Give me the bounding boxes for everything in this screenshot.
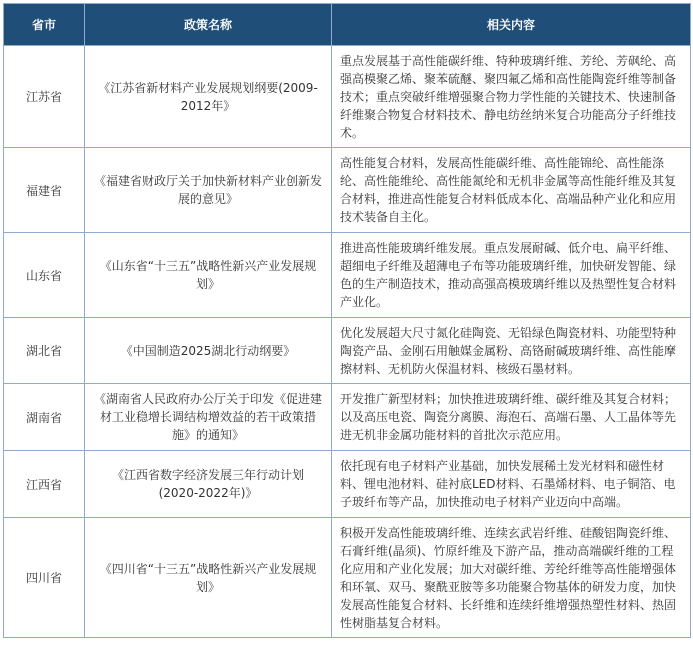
table-row [4,384,691,451]
province-cell: 福建省 [4,148,85,233]
province-cell: 湖南省 [4,384,85,451]
content-cell: 高性能复合材料，发展高性能碳纤维、高性能锦纶、高性能涤纶、高性能维纶、高性能氮纶和无机非金属等高性能纤维及其复合材料，推进高性能复合材料低成本化、高端品种产业化和应用技术装备自主化。 [332,148,691,233]
policy-cell: 《福建省财政厅关于加快新材料产业创新发展的意见》 [85,148,332,233]
header-province: 省市 [4,4,85,46]
table-row [4,518,691,638]
header-policy: 政策名称 [85,4,332,46]
table-row [4,46,691,148]
table-row [4,451,691,518]
province-cell: 湖北省 [4,318,85,384]
content-cell: 依托现有电子材料产业基础，加快发展稀土发光材料和磁性材料、锂电池材料、硅衬底LED材料、石墨烯材料、电子铜箔、电子玻纤布等产品，加快推动电子材料产业迈向中高端。 [332,451,691,518]
province-cell: 四川省 [4,518,85,638]
policy-cell: 《湖南省人民政府办公厅关于印发《促进建材工业稳增长调结构增效益的若干政策措施》的通知》 [85,384,332,451]
table-row [4,318,691,384]
policy-table-container [3,3,690,638]
policy-table [3,3,691,638]
table-row [4,148,691,233]
content-cell: 开发推广新型材料；加快推进玻璃纤维、碳纤维及其复合材料；以及高压电瓷、陶瓷分离膜、海泡石、高端石墨、人工晶体等先进无机非金属功能材料的首批次示范应用。 [332,384,691,451]
table-row [4,233,691,318]
content-cell: 优化发展超大尺寸氮化硅陶瓷、无铅绿色陶瓷材料、功能型特种陶瓷产品、金刚石用触媒金属粉、高铬耐碱玻璃纤维、高性能摩擦材料、无机防火保温材料、核级石墨材料。 [332,318,691,384]
table-header-row [4,4,691,46]
policy-cell: 《中国制造2025湖北行动纲要》 [85,318,332,384]
policy-cell: 《四川省“十三五”战略性新兴产业发展规划》 [85,518,332,638]
content-cell: 重点发展基于高性能碳纤维、特种玻璃纤维、芳纶、芳砜纶、高强高模聚乙烯、聚苯硫醚、聚四氟乙烯和高性能陶瓷纤维等制备技术；重点突破纤维增强聚合物力学性能的关键技术、快速制备纤维聚合物复合材料技术、静电纺丝纳米复合功能高分子纤维技术。 [332,46,691,148]
province-cell: 江西省 [4,451,85,518]
policy-cell: 《江西省数字经济发展三年行动计划(2020-2022年)》 [85,451,332,518]
policy-cell: 《山东省“十三五”战略性新兴产业发展规划》 [85,233,332,318]
content-cell: 推进高性能玻璃纤维发展。重点发展耐碱、低介电、扁平纤维、超细电子纤维及超薄电子布等功能玻璃纤维，加快研发智能、绿色的生产制造技术，推动高强高模玻璃纤维以及热塑性复合材料产业化。 [332,233,691,318]
content-cell: 积极开发高性能玻璃纤维、连续玄武岩纤维、硅酸铝陶瓷纤维、石膏纤维(晶须)、竹原纤维及下游产品，推动高端碳纤维的工程化应用和产业化发展；加大对碳纤维、芳纶纤维等高性能增强体和环氧、双马、聚酰亚胺等多功能聚合物基体的研发力度，加快发展高性能复合材料、长纤维和连续纤维增强热塑性材料、热固性树脂基复合材料。 [332,518,691,638]
province-cell: 山东省 [4,233,85,318]
header-content: 相关内容 [332,4,691,46]
policy-cell: 《江苏省新材料产业发展规划纲要(2009-2012年》 [85,46,332,148]
province-cell: 江苏省 [4,46,85,148]
